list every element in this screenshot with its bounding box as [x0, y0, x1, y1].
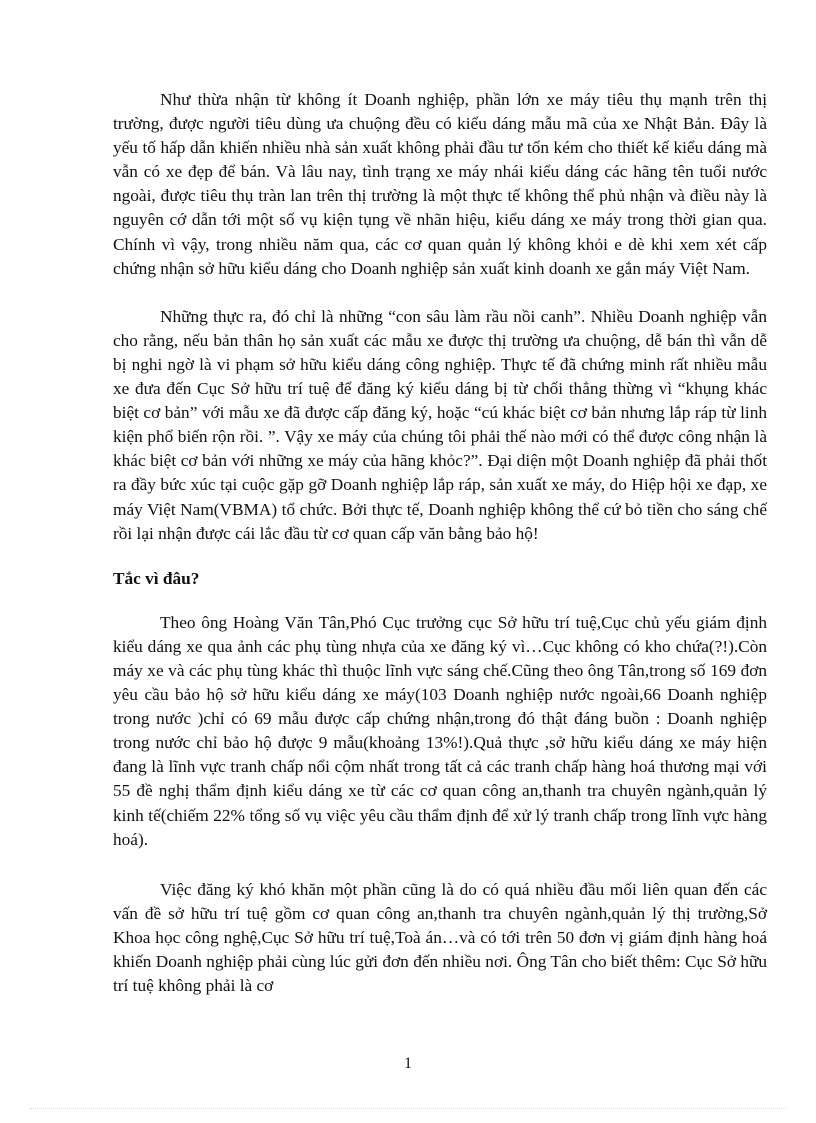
paragraph-spacer: [113, 591, 767, 611]
section-heading: Tắc vì đâu?: [113, 568, 200, 588]
paragraph-spacer: [113, 546, 767, 567]
paragraph-4: Việc đăng ký khó khăn một phần cũng là do có quá nhiều đầu mối liên quan đến các vấn đề sở hữu trí tuệ gồm cơ quan công an,thanh tra chuyên ngành,quản lý thị trường,Sở Khoa học công nghệ,Cục Sở hữu trí tuệ,Toà án…và có tới trên 50 đơn vị giám định hàng hoá khiến Doanh nghiệp phải cùng lúc gửi đơn đến nhiều nơi. Ông Tân cho biết thêm: Cục Sở hữu trí tuệ không phải là cơ: [113, 879, 767, 996]
page-bottom-divider: [30, 1108, 786, 1109]
paragraph-spacer: [113, 281, 767, 305]
paragraph-3: Theo ông Hoàng Văn Tân,Phó Cục trưởng cục Sở hữu trí tuệ,Cục chủ yếu giám định kiểu dáng xe qua ảnh các phụ tùng nhựa của xe đăng ký vì…Cục không có kho chứa(?!).Còn máy xe và các phụ tùng khác thì thuộc lĩnh vực sáng chế.Cũng theo ông Tân,trong số 169 đơn yêu cầu bảo hộ sở hữu kiểu dáng xe máy(103 Doanh nghiệp nước ngoài,66 Doanh nghiệp trong nước )chỉ có 69 mẫu được cấp chứng nhận,trong đó thật đáng buồn : Doanh nghiệp trong nước chỉ bảo hộ được 9 mẫu(khoảng 13%!).Quả thực ,sở hữu kiểu dáng xe máy hiện đang là lĩnh vực tranh chấp nổi cộm nhất trong tất cả các tranh chấp hàng hoá thương mại với 55 đề nghị thẩm định kiểu dáng xe từ các cơ quan công an,thanh tra chuyên ngành,quản lý kinh tế(chiếm 22% tổng số vụ việc yêu cầu thẩm định để xử lý tranh chấp trong lĩnh vực hàng hoá).: [113, 612, 767, 849]
page-body: [113, 88, 767, 998]
paragraph-2: Những thực ra, đó chỉ là những “con sâu làm rầu nồi canh”. Nhiều Doanh nghiệp vẫn cho rằng, nếu bản thân họ sản xuất các mẫu xe được thị trường ưa chuộng, dễ bán thì vẫn dễ bị nghi ngờ là vi phạm sở hữu kiểu dáng công nghiệp. Thực tế đã chứng minh rất nhiều mẫu xe đưa đến Cục Sở hữu trí tuệ để đăng ký kiểu dáng bị từ chối thẳng thừng vì “khụng khác biệt cơ bản” với mẫu xe đã được cấp đăng ký, hoặc “cú khác biệt cơ bản nhưng lắp ráp từ linh kiện phổ biến rộn rồi. ”. Vậy xe máy của chúng tôi phải thế nào mới có thể được công nhận là khác biệt cơ bản với những xe máy của hãng khỏc?”. Đại diện một Doanh nghiệp đã phải thốt ra đầy bức xúc tại cuộc gặp gỡ Doanh nghiệp lắp ráp, sản xuất xe máy, do Hiệp hội xe đạp, xe máy Việt Nam(VBMA) tổ chức. Bởi thực tế, Doanh nghiệp không thể cứ bỏ tiền cho sáng chế rồi lại nhận được cái lắc đầu từ cơ quan cấp văn bằng bảo hộ!: [113, 306, 767, 543]
paragraph-spacer: [113, 852, 767, 878]
paragraph-1: Như thừa nhận từ không ít Doanh nghiệp, phần lớn xe máy tiêu thụ mạnh trên thị trường, được người tiêu dùng ưa chuộng đều có kiểu dáng mẫu mã của xe Nhật Bản. Đây là yếu tố hấp dẫn khiến nhiều nhà sản xuất không phải đầu tư tốn kém cho thiết kế kiểu dáng mà vẫn có xe đẹp để bán. Và lâu nay, tình trạng xe máy nhái kiểu dáng các hãng tên tuổi nước ngoài, được tiêu thụ tràn lan trên thị trường là một thực tế không thể phủ nhận và điều này là nguyên cớ dẫn tới một số vụ kiện tụng về nhãn hiệu, kiểu dáng xe máy trong thời gian qua. Chính vì vậy, trong nhiều năm qua, các cơ quan quản lý không khỏi e dè khi xem xét cấp chứng nhận sở hữu kiểu dáng cho Doanh nghiệp sản xuất kinh doanh xe gắn máy Việt Nam.: [113, 90, 767, 278]
page-number: 1: [404, 1055, 412, 1072]
